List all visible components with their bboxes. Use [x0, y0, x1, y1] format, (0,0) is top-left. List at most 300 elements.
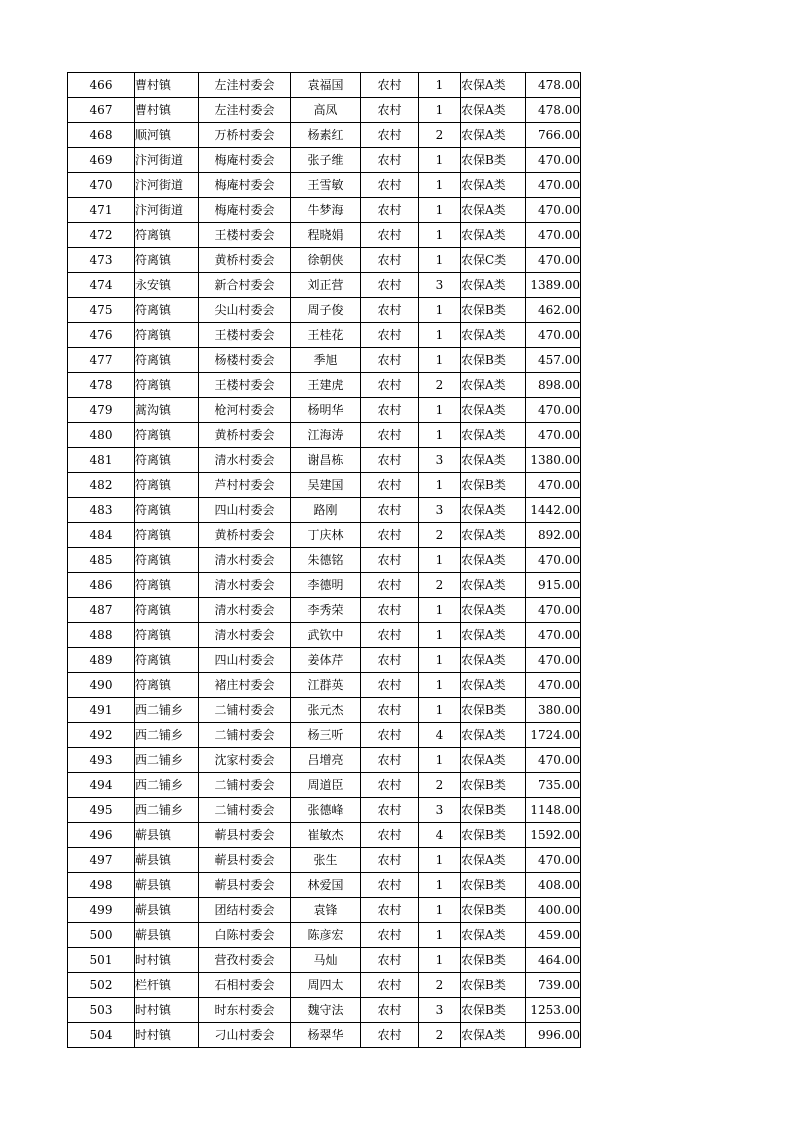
table-row — [68, 798, 581, 823]
name-cell: 袁福国 — [291, 73, 361, 98]
name-cell: 张生 — [291, 848, 361, 873]
town-cell: 符离镇 — [135, 598, 199, 623]
town-cell: 符离镇 — [135, 623, 199, 648]
area-cell: 农村 — [361, 223, 419, 248]
row-number: 485 — [68, 548, 135, 573]
town-cell: 蕲县镇 — [135, 848, 199, 873]
table-row — [68, 698, 581, 723]
category-cell: 农保A类 — [461, 323, 526, 348]
town-cell: 时村镇 — [135, 948, 199, 973]
area-cell: 农村 — [361, 523, 419, 548]
name-cell: 丁庆林 — [291, 523, 361, 548]
village-cell: 四山村委会 — [199, 498, 291, 523]
amount-cell: 478.00 — [526, 98, 581, 123]
count-cell: 1 — [419, 473, 461, 498]
amount-cell: 470.00 — [526, 423, 581, 448]
row-number: 502 — [68, 973, 135, 998]
table-row — [68, 373, 581, 398]
count-cell: 3 — [419, 273, 461, 298]
table-row — [68, 523, 581, 548]
name-cell: 谢昌栋 — [291, 448, 361, 473]
area-cell: 农村 — [361, 923, 419, 948]
amount-cell: 408.00 — [526, 873, 581, 898]
amount-cell: 1592.00 — [526, 823, 581, 848]
town-cell: 蒿沟镇 — [135, 398, 199, 423]
town-cell: 符离镇 — [135, 373, 199, 398]
village-cell: 王楼村委会 — [199, 223, 291, 248]
amount-cell: 470.00 — [526, 473, 581, 498]
row-number: 477 — [68, 348, 135, 373]
area-cell: 农村 — [361, 1023, 419, 1048]
table-row — [68, 723, 581, 748]
count-cell: 1 — [419, 98, 461, 123]
village-cell: 二铺村委会 — [199, 798, 291, 823]
count-cell: 2 — [419, 573, 461, 598]
count-cell: 2 — [419, 523, 461, 548]
category-cell: 农保A类 — [461, 498, 526, 523]
town-cell: 符离镇 — [135, 498, 199, 523]
category-cell: 农保B类 — [461, 473, 526, 498]
table-row — [68, 673, 581, 698]
amount-cell: 470.00 — [526, 848, 581, 873]
name-cell: 朱德铭 — [291, 548, 361, 573]
category-cell: 农保A类 — [461, 273, 526, 298]
town-cell: 栏杆镇 — [135, 973, 199, 998]
count-cell: 1 — [419, 248, 461, 273]
table-row — [68, 298, 581, 323]
village-cell: 枪河村委会 — [199, 398, 291, 423]
row-number: 495 — [68, 798, 135, 823]
village-cell: 杨楼村委会 — [199, 348, 291, 373]
village-cell: 二铺村委会 — [199, 723, 291, 748]
town-cell: 符离镇 — [135, 523, 199, 548]
town-cell: 西二铺乡 — [135, 798, 199, 823]
category-cell: 农保A类 — [461, 123, 526, 148]
name-cell: 王桂花 — [291, 323, 361, 348]
row-number: 492 — [68, 723, 135, 748]
category-cell: 农保A类 — [461, 198, 526, 223]
category-cell: 农保A类 — [461, 1023, 526, 1048]
count-cell: 2 — [419, 373, 461, 398]
name-cell: 江群英 — [291, 673, 361, 698]
name-cell: 江海涛 — [291, 423, 361, 448]
amount-cell: 898.00 — [526, 373, 581, 398]
town-cell: 符离镇 — [135, 248, 199, 273]
table-row — [68, 648, 581, 673]
area-cell: 农村 — [361, 373, 419, 398]
count-cell: 1 — [419, 198, 461, 223]
name-cell: 李德明 — [291, 573, 361, 598]
area-cell: 农村 — [361, 898, 419, 923]
village-cell: 刁山村委会 — [199, 1023, 291, 1048]
table-row — [68, 398, 581, 423]
table-row — [68, 548, 581, 573]
area-cell: 农村 — [361, 823, 419, 848]
amount-cell: 462.00 — [526, 298, 581, 323]
row-number: 498 — [68, 873, 135, 898]
village-cell: 芦村村委会 — [199, 473, 291, 498]
table-row — [68, 848, 581, 873]
name-cell: 杨三听 — [291, 723, 361, 748]
category-cell: 农保A类 — [461, 923, 526, 948]
area-cell: 农村 — [361, 423, 419, 448]
count-cell: 1 — [419, 223, 461, 248]
town-cell: 符离镇 — [135, 348, 199, 373]
area-cell: 农村 — [361, 323, 419, 348]
row-number: 466 — [68, 73, 135, 98]
category-cell: 农保C类 — [461, 248, 526, 273]
table-row — [68, 73, 581, 98]
category-cell: 农保B类 — [461, 148, 526, 173]
table-row — [68, 973, 581, 998]
village-cell: 左洼村委会 — [199, 98, 291, 123]
area-cell: 农村 — [361, 98, 419, 123]
amount-cell: 470.00 — [526, 173, 581, 198]
category-cell: 农保B类 — [461, 998, 526, 1023]
category-cell: 农保A类 — [461, 598, 526, 623]
table-row — [68, 898, 581, 923]
table-row — [68, 148, 581, 173]
count-cell: 1 — [419, 648, 461, 673]
area-cell: 农村 — [361, 148, 419, 173]
row-number: 499 — [68, 898, 135, 923]
village-cell: 四山村委会 — [199, 648, 291, 673]
name-cell: 吴建国 — [291, 473, 361, 498]
table-row — [68, 348, 581, 373]
area-cell: 农村 — [361, 798, 419, 823]
area-cell: 农村 — [361, 198, 419, 223]
amount-cell: 470.00 — [526, 598, 581, 623]
category-cell: 农保B类 — [461, 773, 526, 798]
amount-cell: 470.00 — [526, 398, 581, 423]
category-cell: 农保A类 — [461, 523, 526, 548]
name-cell: 程晓娟 — [291, 223, 361, 248]
row-number: 480 — [68, 423, 135, 448]
row-number: 486 — [68, 573, 135, 598]
town-cell: 符离镇 — [135, 473, 199, 498]
row-number: 501 — [68, 948, 135, 973]
table-row — [68, 248, 581, 273]
row-number: 469 — [68, 148, 135, 173]
area-cell: 农村 — [361, 848, 419, 873]
area-cell: 农村 — [361, 473, 419, 498]
table-row — [68, 498, 581, 523]
amount-cell: 1148.00 — [526, 798, 581, 823]
count-cell: 1 — [419, 848, 461, 873]
table-row — [68, 223, 581, 248]
row-number: 475 — [68, 298, 135, 323]
table-row — [68, 273, 581, 298]
amount-cell: 470.00 — [526, 198, 581, 223]
area-cell: 农村 — [361, 173, 419, 198]
category-cell: 农保A类 — [461, 748, 526, 773]
row-number: 476 — [68, 323, 135, 348]
amount-cell: 459.00 — [526, 923, 581, 948]
row-number: 479 — [68, 398, 135, 423]
village-cell: 清水村委会 — [199, 598, 291, 623]
count-cell: 2 — [419, 1023, 461, 1048]
row-number: 489 — [68, 648, 135, 673]
area-cell: 农村 — [361, 623, 419, 648]
name-cell: 刘正营 — [291, 273, 361, 298]
count-cell: 1 — [419, 398, 461, 423]
area-cell: 农村 — [361, 123, 419, 148]
amount-cell: 915.00 — [526, 573, 581, 598]
area-cell: 农村 — [361, 298, 419, 323]
category-cell: 农保A类 — [461, 548, 526, 573]
count-cell: 1 — [419, 173, 461, 198]
village-cell: 新合村委会 — [199, 273, 291, 298]
row-number: 471 — [68, 198, 135, 223]
count-cell: 1 — [419, 673, 461, 698]
amount-cell: 1442.00 — [526, 498, 581, 523]
table-row — [68, 823, 581, 848]
amount-cell: 1253.00 — [526, 998, 581, 1023]
table-row — [68, 773, 581, 798]
amount-cell: 470.00 — [526, 223, 581, 248]
name-cell: 徐朝侠 — [291, 248, 361, 273]
row-number: 484 — [68, 523, 135, 548]
village-cell: 左洼村委会 — [199, 73, 291, 98]
count-cell: 1 — [419, 548, 461, 573]
village-cell: 梅庵村委会 — [199, 148, 291, 173]
name-cell: 周子俊 — [291, 298, 361, 323]
town-cell: 符离镇 — [135, 223, 199, 248]
village-cell: 蕲县村委会 — [199, 873, 291, 898]
town-cell: 汴河街道 — [135, 148, 199, 173]
count-cell: 3 — [419, 498, 461, 523]
town-cell: 蕲县镇 — [135, 923, 199, 948]
row-number: 472 — [68, 223, 135, 248]
table-row — [68, 923, 581, 948]
row-number: 468 — [68, 123, 135, 148]
row-number: 483 — [68, 498, 135, 523]
name-cell: 杨翠华 — [291, 1023, 361, 1048]
town-cell: 符离镇 — [135, 448, 199, 473]
village-cell: 营孜村委会 — [199, 948, 291, 973]
category-cell: 农保A类 — [461, 223, 526, 248]
town-cell: 符离镇 — [135, 573, 199, 598]
amount-cell: 470.00 — [526, 323, 581, 348]
amount-cell: 1380.00 — [526, 448, 581, 473]
village-cell: 团结村委会 — [199, 898, 291, 923]
amount-cell: 478.00 — [526, 73, 581, 98]
row-number: 500 — [68, 923, 135, 948]
town-cell: 汴河街道 — [135, 173, 199, 198]
area-cell: 农村 — [361, 998, 419, 1023]
category-cell: 农保A类 — [461, 398, 526, 423]
area-cell: 农村 — [361, 873, 419, 898]
village-cell: 梅庵村委会 — [199, 173, 291, 198]
village-cell: 石相村委会 — [199, 973, 291, 998]
name-cell: 高凤 — [291, 98, 361, 123]
category-cell: 农保B类 — [461, 898, 526, 923]
area-cell: 农村 — [361, 273, 419, 298]
name-cell: 陈彦宏 — [291, 923, 361, 948]
name-cell: 林爱国 — [291, 873, 361, 898]
table-row — [68, 323, 581, 348]
category-cell: 农保A类 — [461, 448, 526, 473]
area-cell: 农村 — [361, 973, 419, 998]
name-cell: 季旭 — [291, 348, 361, 373]
name-cell: 路刚 — [291, 498, 361, 523]
village-cell: 蕲县村委会 — [199, 823, 291, 848]
count-cell: 1 — [419, 923, 461, 948]
row-number: 496 — [68, 823, 135, 848]
table-row — [68, 448, 581, 473]
name-cell: 马灿 — [291, 948, 361, 973]
village-cell: 时东村委会 — [199, 998, 291, 1023]
village-cell: 王楼村委会 — [199, 323, 291, 348]
category-cell: 农保A类 — [461, 673, 526, 698]
table-row — [68, 198, 581, 223]
amount-cell: 464.00 — [526, 948, 581, 973]
count-cell: 1 — [419, 348, 461, 373]
table-body — [68, 73, 581, 1048]
count-cell: 2 — [419, 123, 461, 148]
area-cell: 农村 — [361, 723, 419, 748]
town-cell: 蕲县镇 — [135, 898, 199, 923]
amount-cell: 470.00 — [526, 548, 581, 573]
count-cell: 1 — [419, 623, 461, 648]
category-cell: 农保B类 — [461, 298, 526, 323]
amount-cell: 470.00 — [526, 748, 581, 773]
table-row — [68, 98, 581, 123]
row-number: 481 — [68, 448, 135, 473]
town-cell: 顺河镇 — [135, 123, 199, 148]
row-number: 470 — [68, 173, 135, 198]
relief-table — [67, 72, 581, 1048]
town-cell: 汴河街道 — [135, 198, 199, 223]
count-cell: 1 — [419, 948, 461, 973]
category-cell: 农保A类 — [461, 848, 526, 873]
amount-cell: 470.00 — [526, 248, 581, 273]
name-cell: 周道臣 — [291, 773, 361, 798]
area-cell: 农村 — [361, 773, 419, 798]
category-cell: 农保B类 — [461, 698, 526, 723]
area-cell: 农村 — [361, 698, 419, 723]
name-cell: 崔敏杰 — [291, 823, 361, 848]
name-cell: 牛梦海 — [291, 198, 361, 223]
row-number: 488 — [68, 623, 135, 648]
amount-cell: 470.00 — [526, 648, 581, 673]
row-number: 493 — [68, 748, 135, 773]
count-cell: 4 — [419, 723, 461, 748]
category-cell: 农保B类 — [461, 348, 526, 373]
town-cell: 蕲县镇 — [135, 823, 199, 848]
count-cell: 3 — [419, 798, 461, 823]
table-row — [68, 873, 581, 898]
village-cell: 梅庵村委会 — [199, 198, 291, 223]
name-cell: 周四太 — [291, 973, 361, 998]
town-cell: 符离镇 — [135, 323, 199, 348]
count-cell: 3 — [419, 998, 461, 1023]
village-cell: 褚庄村委会 — [199, 673, 291, 698]
count-cell: 2 — [419, 973, 461, 998]
category-cell: 农保A类 — [461, 423, 526, 448]
row-number: 497 — [68, 848, 135, 873]
amount-cell: 735.00 — [526, 773, 581, 798]
count-cell: 1 — [419, 898, 461, 923]
count-cell: 1 — [419, 73, 461, 98]
town-cell: 符离镇 — [135, 548, 199, 573]
name-cell: 杨明华 — [291, 398, 361, 423]
count-cell: 2 — [419, 773, 461, 798]
table-row — [68, 998, 581, 1023]
category-cell: 农保B类 — [461, 948, 526, 973]
area-cell: 农村 — [361, 573, 419, 598]
row-number: 482 — [68, 473, 135, 498]
village-cell: 清水村委会 — [199, 548, 291, 573]
table-row — [68, 948, 581, 973]
area-cell: 农村 — [361, 948, 419, 973]
amount-cell: 1724.00 — [526, 723, 581, 748]
village-cell: 黄桥村委会 — [199, 248, 291, 273]
village-cell: 蕲县村委会 — [199, 848, 291, 873]
area-cell: 农村 — [361, 748, 419, 773]
name-cell: 张元杰 — [291, 698, 361, 723]
row-number: 478 — [68, 373, 135, 398]
amount-cell: 470.00 — [526, 673, 581, 698]
category-cell: 农保A类 — [461, 373, 526, 398]
table-row — [68, 1023, 581, 1048]
town-cell: 时村镇 — [135, 998, 199, 1023]
table-row — [68, 473, 581, 498]
amount-cell: 996.00 — [526, 1023, 581, 1048]
row-number: 491 — [68, 698, 135, 723]
name-cell: 王雪敏 — [291, 173, 361, 198]
count-cell: 1 — [419, 423, 461, 448]
count-cell: 3 — [419, 448, 461, 473]
town-cell: 西二铺乡 — [135, 773, 199, 798]
area-cell: 农村 — [361, 648, 419, 673]
row-number: 494 — [68, 773, 135, 798]
count-cell: 1 — [419, 298, 461, 323]
count-cell: 1 — [419, 598, 461, 623]
village-cell: 清水村委会 — [199, 448, 291, 473]
amount-cell: 400.00 — [526, 898, 581, 923]
amount-cell: 892.00 — [526, 523, 581, 548]
area-cell: 农村 — [361, 248, 419, 273]
village-cell: 清水村委会 — [199, 573, 291, 598]
amount-cell: 766.00 — [526, 123, 581, 148]
category-cell: 农保B类 — [461, 973, 526, 998]
village-cell: 万桥村委会 — [199, 123, 291, 148]
town-cell: 符离镇 — [135, 673, 199, 698]
category-cell: 农保B类 — [461, 823, 526, 848]
amount-cell: 1389.00 — [526, 273, 581, 298]
table-row — [68, 123, 581, 148]
category-cell: 农保A类 — [461, 623, 526, 648]
amount-cell: 470.00 — [526, 623, 581, 648]
table-row — [68, 598, 581, 623]
area-cell: 农村 — [361, 448, 419, 473]
area-cell: 农村 — [361, 398, 419, 423]
name-cell: 吕增亮 — [291, 748, 361, 773]
name-cell: 张德峰 — [291, 798, 361, 823]
category-cell: 农保A类 — [461, 173, 526, 198]
row-number: 473 — [68, 248, 135, 273]
amount-cell: 739.00 — [526, 973, 581, 998]
amount-cell: 457.00 — [526, 348, 581, 373]
town-cell: 曹村镇 — [135, 73, 199, 98]
amount-cell: 470.00 — [526, 148, 581, 173]
table-row — [68, 423, 581, 448]
town-cell: 西二铺乡 — [135, 698, 199, 723]
name-cell: 姜体芹 — [291, 648, 361, 673]
village-cell: 黄桥村委会 — [199, 523, 291, 548]
category-cell: 农保B类 — [461, 873, 526, 898]
